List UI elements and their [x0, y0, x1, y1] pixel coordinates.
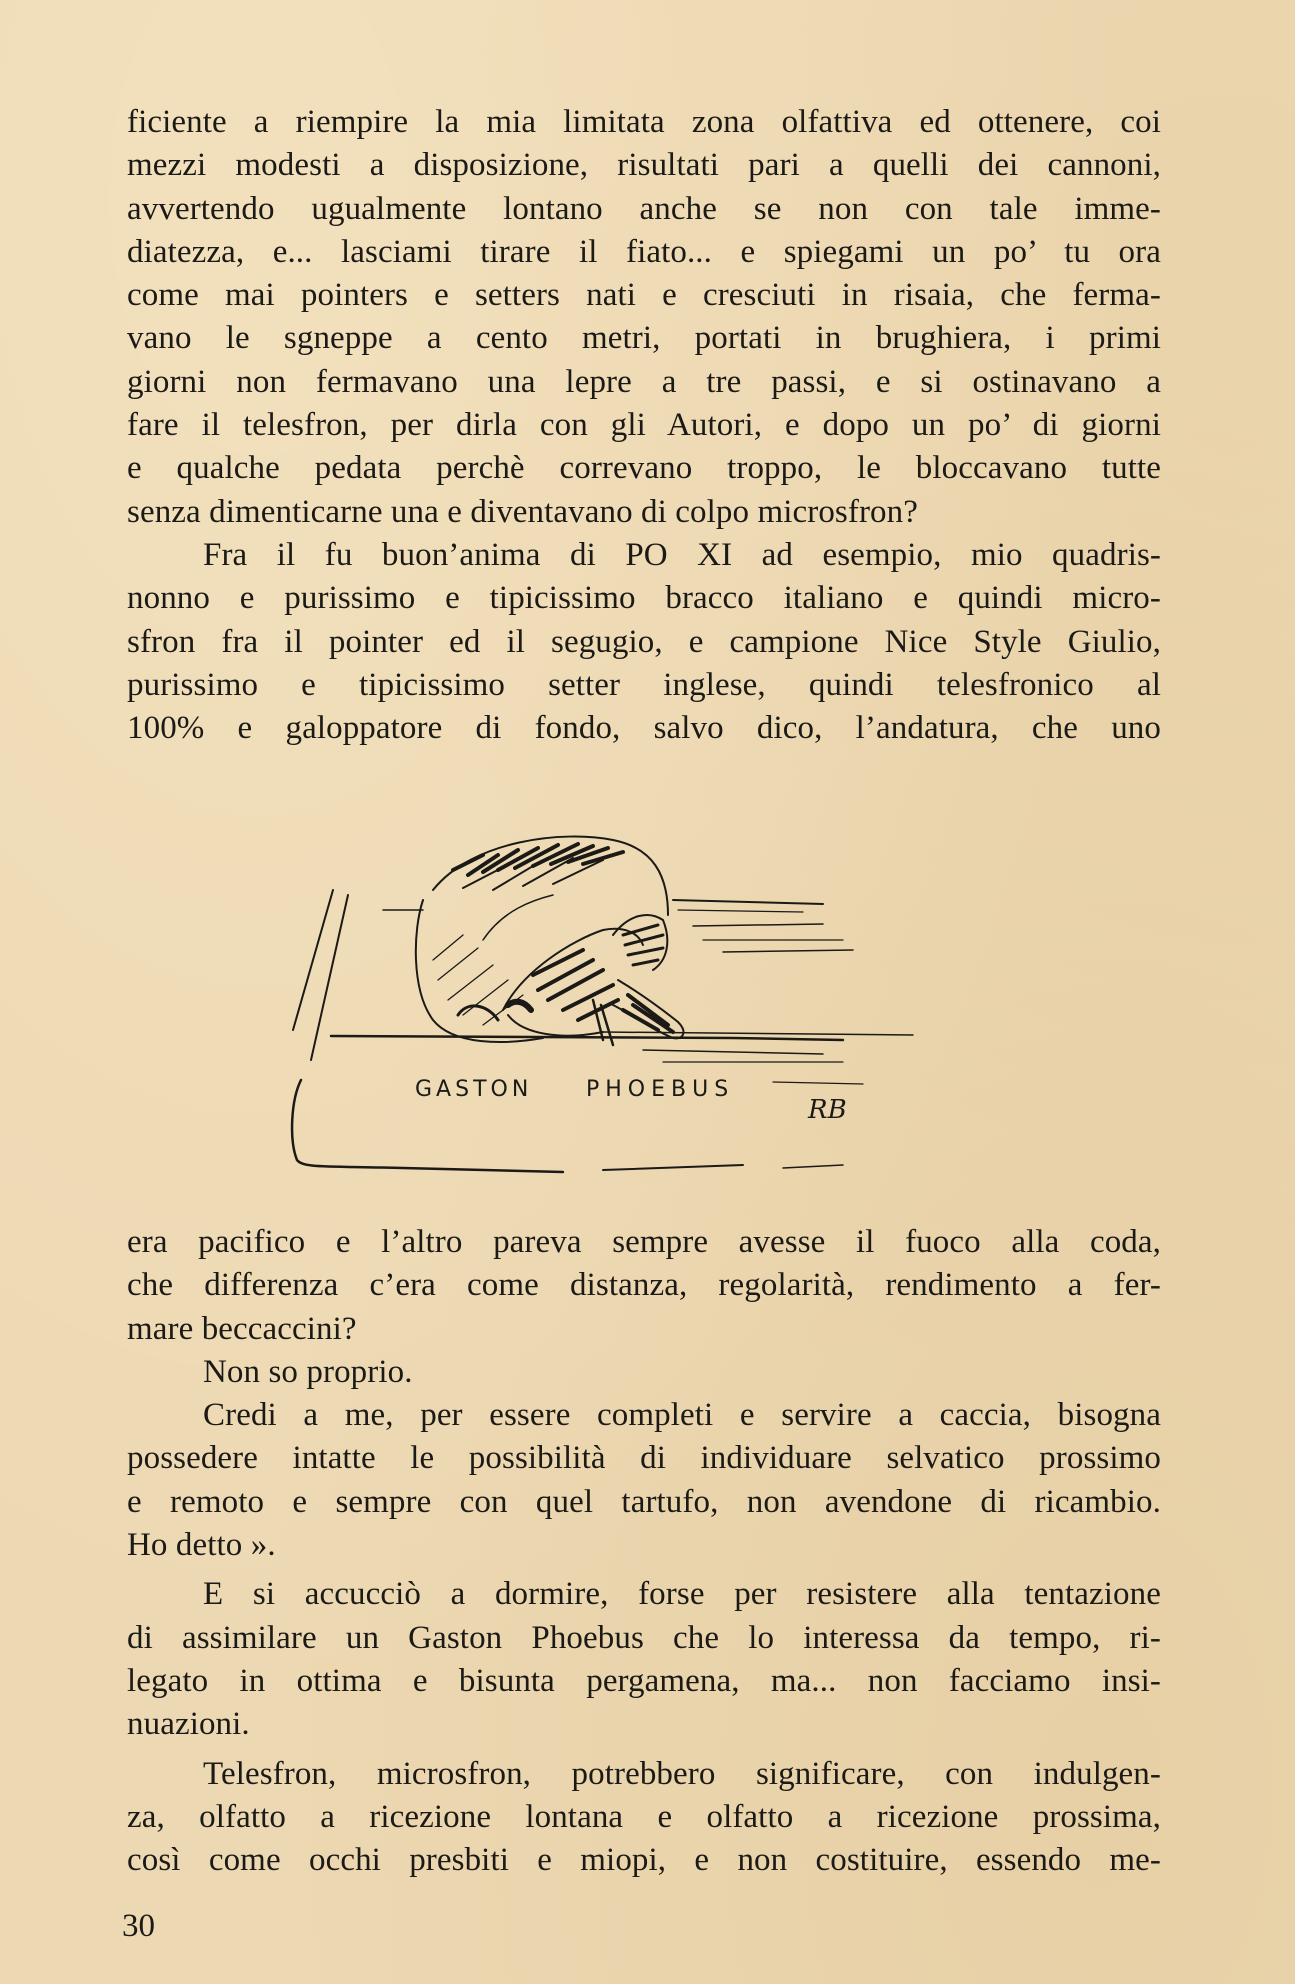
text-line: giorni non fermavano una lepre a tre passi, e si ostinavano a	[127, 363, 1161, 400]
text-line-paragraph-start: Telesfron, microsfron, potrebbero significare, con indulgen-	[203, 1755, 1161, 1792]
text-block-top	[127, 101, 1161, 750]
text-line: za, olfatto a ricezione lontana e olfatto a ricezione prossima,	[127, 1798, 1161, 1835]
dog-drawing-icon	[283, 800, 973, 1180]
text-line-paragraph-end: mare beccaccini?	[127, 1310, 357, 1347]
illustration-caption-word1: GASTON	[415, 1077, 533, 1102]
page-number: 30	[122, 1908, 155, 1944]
text-line: come mai pointers e setters nati e cresciuti in risaia, che ferma-	[127, 277, 1161, 314]
text-line: così come occhi presbiti e miopi, e non costituire, essendo me-	[127, 1842, 1161, 1879]
text-line: legato in ottima e bisunta pergamena, ma... non facciamo insi-	[127, 1662, 1161, 1699]
illustration-caption-word2: PHOEBUS	[586, 1077, 735, 1102]
text-line: fare il telesfron, per dirla con gli Autori, e dopo un po’ di giorni	[127, 407, 1161, 444]
text-block-bottom	[127, 1221, 1161, 1882]
text-line: possedere intatte le possibilità di individuare selvatico prossimo	[127, 1440, 1161, 1477]
text-line-paragraph-start: Credi a me, per essere completi e servire a caccia, bisogna	[203, 1397, 1161, 1434]
text-line-dialogue: Non so proprio.	[203, 1353, 413, 1390]
text-line: vano le sgneppe a cento metri, portati in brughiera, i primi	[127, 320, 1161, 357]
text-line-paragraph-end: Ho detto ».	[127, 1527, 276, 1564]
illustration-sleeping-dog	[283, 800, 973, 1180]
text-line: mezzi modesti a disposizione, risultati pari a quelli dei cannoni,	[127, 147, 1161, 184]
text-line-paragraph-end: nuazioni.	[127, 1706, 250, 1743]
illustrator-monogram: RB	[808, 1095, 847, 1125]
text-line: era pacifico e l’altro pareva sempre avesse il fuoco alla coda,	[127, 1224, 1161, 1260]
text-line: che differenza c’era come distanza, regolarità, rendimento a fer-	[127, 1267, 1161, 1304]
text-line: avvertendo ugualmente lontano anche se non con tale imme-	[127, 190, 1161, 227]
text-line: diatezza, e... lasciami tirare il fiato... e spiegami un po’ tu ora	[127, 233, 1161, 270]
text-line: sfron fra il pointer ed il segugio, e campione Nice Style Giulio,	[127, 623, 1161, 660]
text-line: nonno e purissimo e tipicissimo bracco italiano e quindi micro-	[127, 580, 1161, 617]
text-line: 100% e galoppatore di fondo, salvo dico, l’andatura, che uno	[127, 710, 1161, 747]
text-line: di assimilare un Gaston Phoebus che lo interessa da tempo, ri-	[127, 1619, 1161, 1656]
text-line: ficiente a riempire la mia limitata zona olfattiva ed ottenere, coi	[127, 104, 1161, 140]
text-line-paragraph-end: senza dimenticarne una e diventavano di colpo microsfron?	[127, 493, 918, 530]
text-line: e qualche pedata perchè correvano troppo, le bloccavano tutte	[127, 450, 1161, 487]
text-line: purissimo e tipicissimo setter inglese, quindi telesfronico al	[127, 666, 1161, 703]
text-line-paragraph-start: E si accucciò a dormire, forse per resistere alla tentazione	[203, 1576, 1161, 1613]
text-line: e remoto e sempre con quel tartufo, non avendone di ricambio.	[127, 1483, 1161, 1520]
text-line-paragraph-start: Fra il fu buon’anima di PO XI ad esempio, mio quadris-	[203, 536, 1161, 573]
